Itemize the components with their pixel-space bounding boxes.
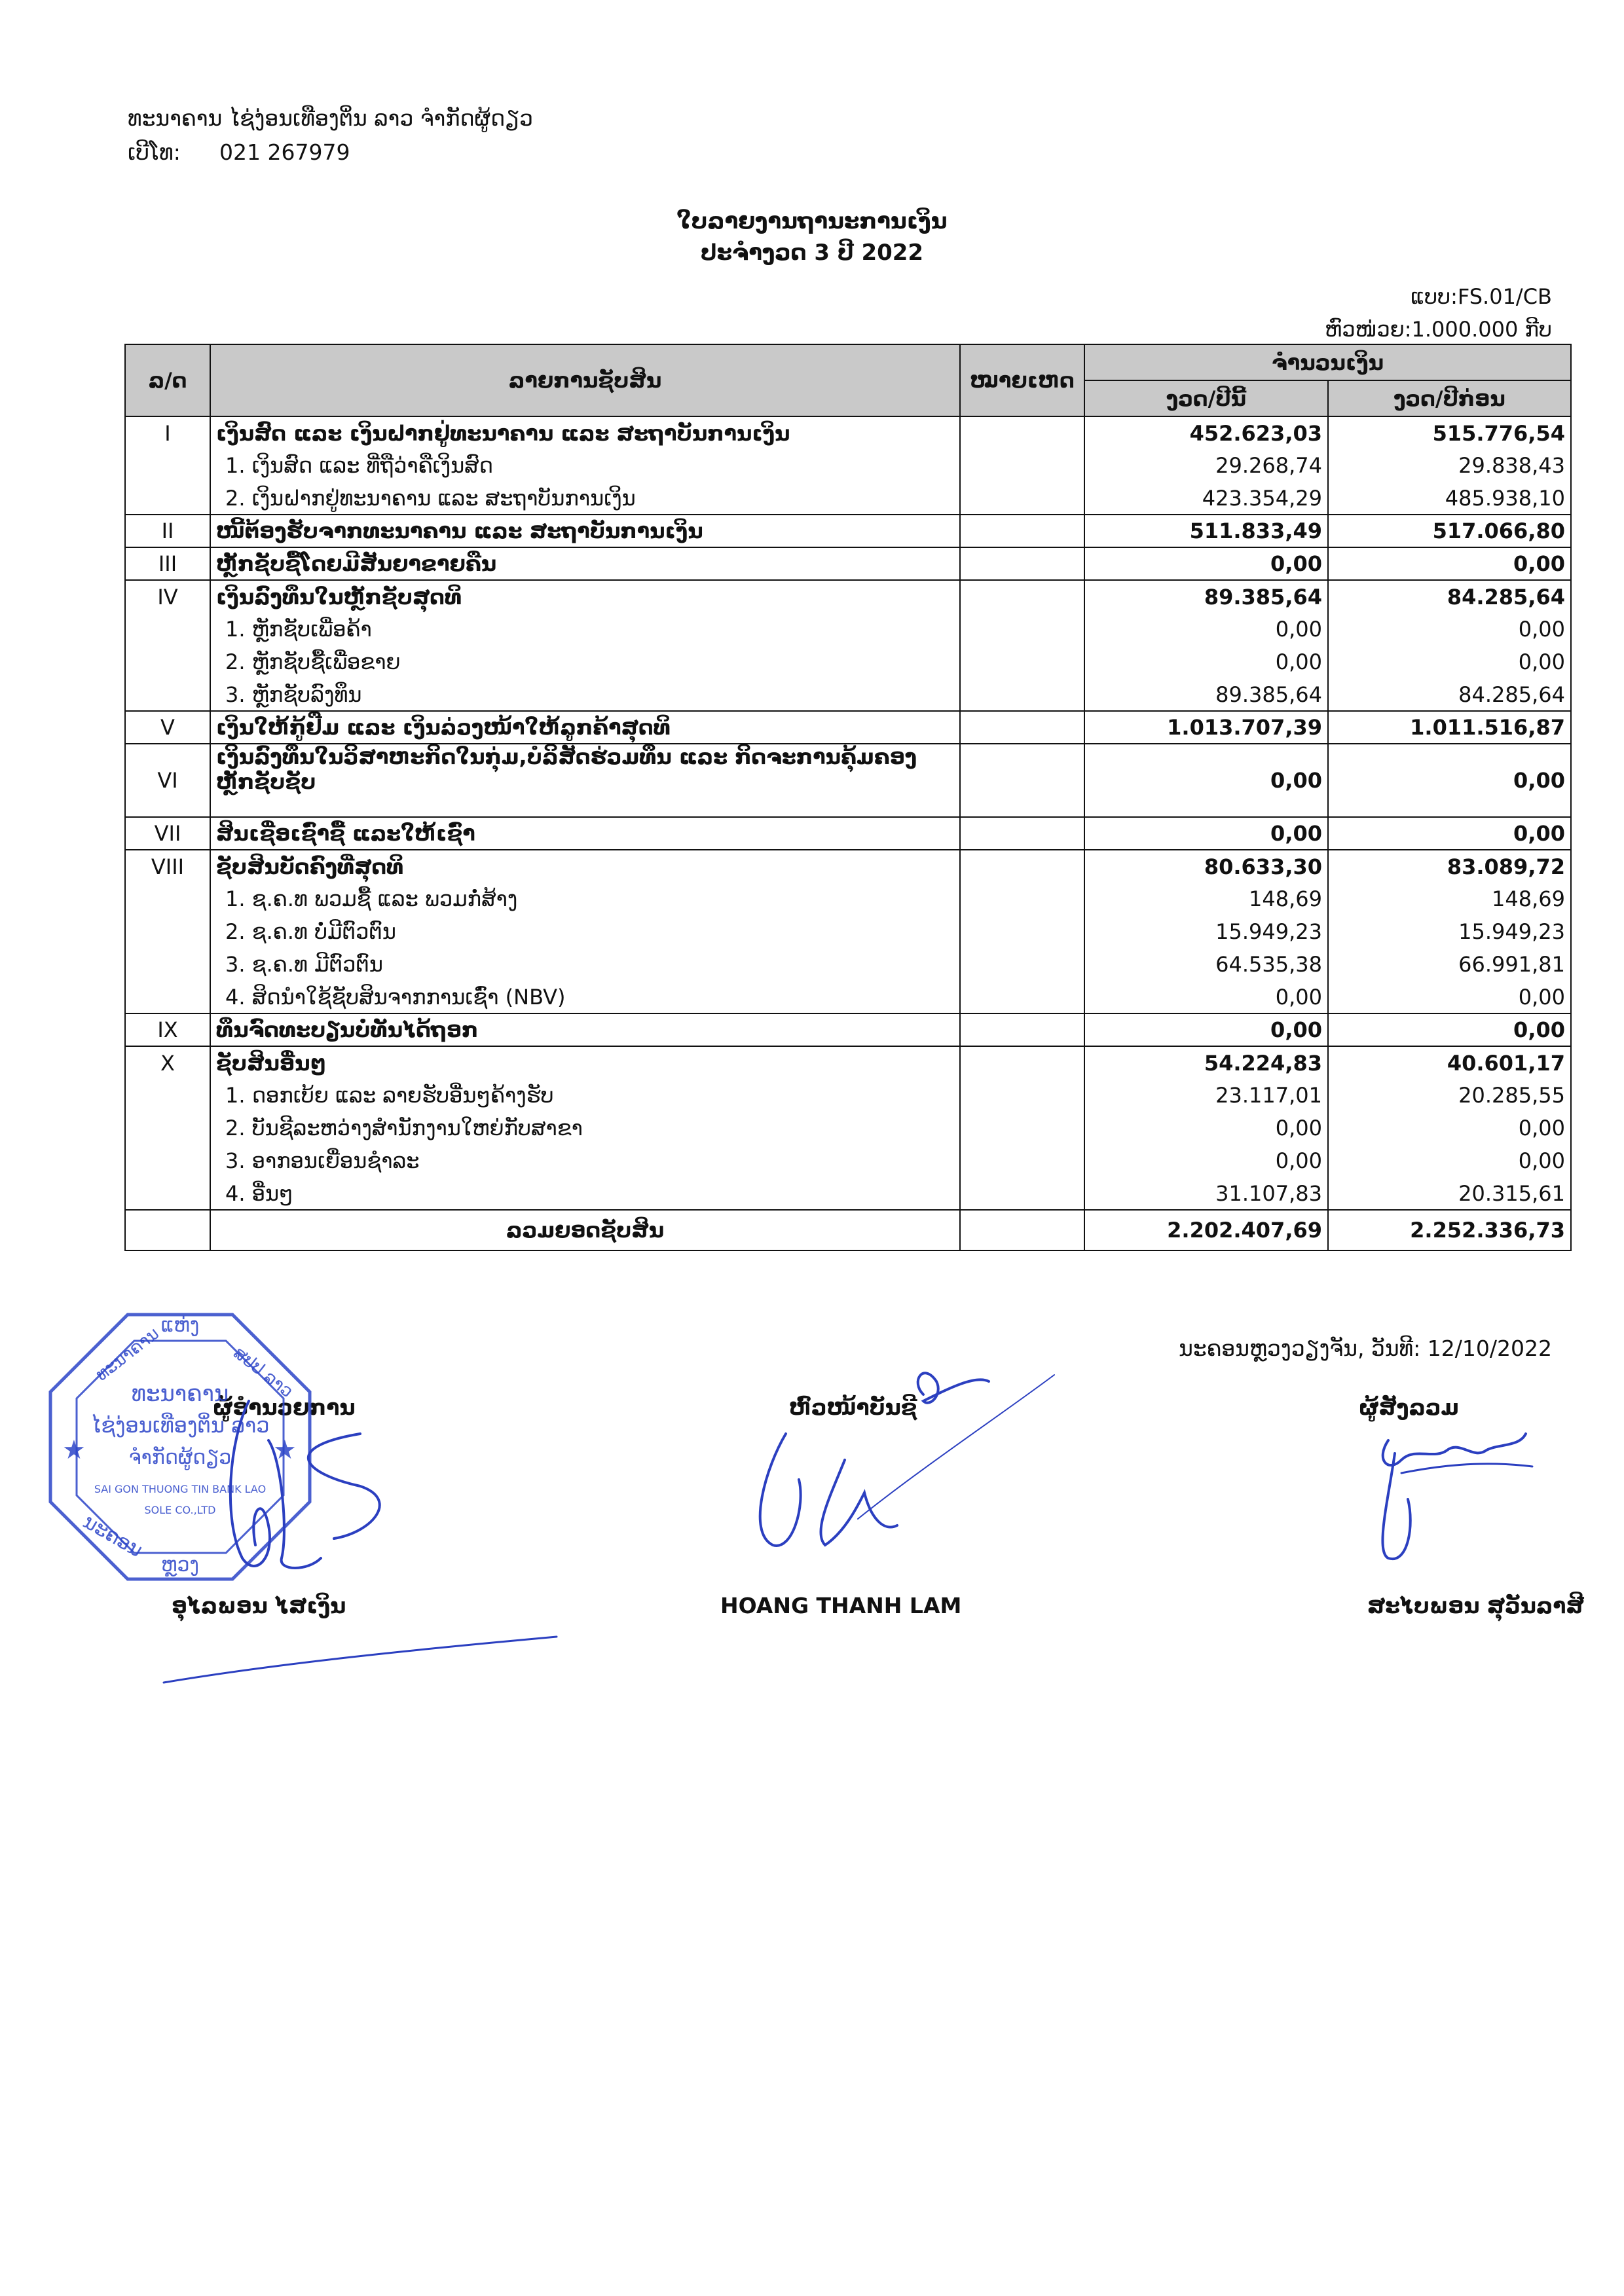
row-prior: 0,00 — [1328, 1112, 1571, 1144]
sub-item-row — [125, 948, 1571, 981]
row-no: IV — [125, 580, 210, 613]
row-item: ເງິນສົດ ແລະ ເງິນຝາກຢູ່ທະນາຄານ ແລະ ສະຖາບັນການເງິນ — [210, 416, 960, 449]
row-current: 15.949,23 — [1084, 915, 1328, 948]
director-title: ຜູ້ອຳນວຍການ — [213, 1394, 356, 1420]
row-prior: 0,00 — [1328, 1013, 1571, 1046]
col-header-note: ໝາຍເຫດ — [960, 344, 1084, 416]
stamp-line-1: ທະນາຄານ — [131, 1381, 229, 1407]
row-current: 80.633,30 — [1084, 850, 1328, 883]
row-prior: 84.285,64 — [1328, 580, 1571, 613]
row-current: 423.354,29 — [1084, 482, 1328, 515]
row-prior: 517.066,80 — [1328, 515, 1571, 547]
row-item: 3. ຫຼັກຊັບລົງທຶນ — [210, 678, 960, 711]
row-note — [960, 580, 1084, 613]
row-no — [125, 449, 210, 482]
sub-item-row — [125, 449, 1571, 482]
sub-item-row — [125, 613, 1571, 646]
row-item: ໜີ້ຕ້ອງຮັບຈາກທະນາຄານ ແລະ ສະຖາບັນການເງິນ — [210, 515, 960, 547]
compiler-title: ຜູ້ສັງລວມ — [1359, 1394, 1459, 1420]
row-current: 64.535,38 — [1084, 948, 1328, 981]
row-note — [960, 981, 1084, 1013]
col-header-amount: ຈຳນວນເງິນ — [1084, 344, 1571, 380]
stamp-line-3: ຈຳກັດຜູ້ດຽວ — [128, 1446, 232, 1469]
section-row — [125, 850, 1571, 883]
stamp-text-bottomleft: ນະຄອນ — [79, 1510, 147, 1562]
section-row — [125, 416, 1571, 449]
row-no — [125, 948, 210, 981]
bank-header — [128, 101, 533, 170]
row-note — [960, 948, 1084, 981]
row-item: 3. ຊ.ຄ.ທ ມີຕົວຕົນ — [210, 948, 960, 981]
stamp-line-5: SOLE CO.,LTD — [144, 1504, 216, 1516]
row-note — [960, 711, 1084, 744]
sub-item-row — [125, 1079, 1571, 1112]
row-current: 0,00 — [1084, 981, 1328, 1013]
row-no: IX — [125, 1013, 210, 1046]
row-current: 89.385,64 — [1084, 678, 1328, 711]
row-current: 0,00 — [1084, 744, 1328, 817]
row-note — [960, 515, 1084, 547]
row-prior: 148,69 — [1328, 883, 1571, 915]
row-prior: 0,00 — [1328, 1144, 1571, 1177]
sub-item-row — [125, 678, 1571, 711]
place-date: ນະຄອນຫຼວງວຽງຈັນ, ວັນທີ: 12/10/2022 — [1179, 1336, 1552, 1361]
col-header-prior: ງວດ/ປີກ່ອນ — [1328, 380, 1571, 416]
row-prior: 66.991,81 — [1328, 948, 1571, 981]
row-no — [125, 883, 210, 915]
row-note — [960, 744, 1084, 817]
row-no — [125, 482, 210, 515]
row-note — [960, 1046, 1084, 1079]
row-no — [125, 1079, 210, 1112]
row-item: 1. ດອກເບ້ຍ ແລະ ລາຍຮັບອື່ນໆຄ້າງຮັບ — [210, 1079, 960, 1112]
row-current: 0,00 — [1084, 613, 1328, 646]
sub-item-row — [125, 1177, 1571, 1210]
row-current: 148,69 — [1084, 883, 1328, 915]
row-prior: 0,00 — [1328, 547, 1571, 580]
row-no — [125, 1177, 210, 1210]
row-current: 0,00 — [1084, 646, 1328, 678]
total-note — [960, 1210, 1084, 1250]
row-no: VI — [125, 744, 210, 817]
row-prior: 485.938,10 — [1328, 482, 1571, 515]
row-no — [125, 1144, 210, 1177]
row-note — [960, 915, 1084, 948]
row-current: 0,00 — [1084, 1144, 1328, 1177]
row-current: 54.224,83 — [1084, 1046, 1328, 1079]
row-item: 3. ອາກອນເຍື່ອນຊຳລະ — [210, 1144, 960, 1177]
row-prior: 0,00 — [1328, 646, 1571, 678]
sub-item-row — [125, 981, 1571, 1013]
chief-accountant-signature-icon — [727, 1336, 1067, 1584]
sub-item-row — [125, 482, 1571, 515]
unit-label: ຫົວໜ່ວຍ:1.000.000 ກີບ — [1325, 317, 1552, 342]
sub-item-row — [125, 1112, 1571, 1144]
section-row — [125, 744, 1571, 817]
total-no — [125, 1210, 210, 1250]
row-note — [960, 883, 1084, 915]
form-code-block — [1325, 280, 1552, 346]
total-current: 2.202.407,69 — [1084, 1210, 1328, 1250]
section-row — [125, 711, 1571, 744]
chief-accountant-name: HOANG THANH LAM — [720, 1593, 962, 1618]
row-current: 0,00 — [1084, 1013, 1328, 1046]
row-prior: 1.011.516,87 — [1328, 711, 1571, 744]
row-no — [125, 981, 210, 1013]
row-prior: 20.315,61 — [1328, 1177, 1571, 1210]
row-no — [125, 646, 210, 678]
row-current: 511.833,49 — [1084, 515, 1328, 547]
report-title: ໃບລາຍງານຖານະການເງິນ — [676, 208, 948, 234]
bank-phone — [128, 136, 533, 170]
chief-accountant-title: ຫົວໜ້າບັນຊີ — [789, 1394, 917, 1420]
col-header-current: ງວດ/ປີນີ້ — [1084, 380, 1328, 416]
stamp-text-topright: ສປປ ລາວ — [229, 1343, 297, 1402]
row-prior: 20.285,55 — [1328, 1079, 1571, 1112]
director-name: ອຸໄລພອນ ໄສເງິນ — [172, 1593, 346, 1618]
row-item: 4. ອື່ນໆ — [210, 1177, 960, 1210]
row-no — [125, 1112, 210, 1144]
form-code: ແບບ:FS.01/CB — [1411, 284, 1552, 309]
row-current: 89.385,64 — [1084, 580, 1328, 613]
section-row — [125, 817, 1571, 850]
row-no: II — [125, 515, 210, 547]
total-prior: 2.252.336,73 — [1328, 1210, 1571, 1250]
section-row — [125, 547, 1571, 580]
row-prior: 15.949,23 — [1328, 915, 1571, 948]
row-prior: 0,00 — [1328, 817, 1571, 850]
row-prior: 515.776,54 — [1328, 416, 1571, 449]
row-current: 0,00 — [1084, 1112, 1328, 1144]
row-no — [125, 678, 210, 711]
row-note — [960, 1079, 1084, 1112]
phone-value: 021 267979 — [219, 139, 350, 165]
row-item: ເງິນລົງທຶນໃນຫຼັກຊັບສຸດທິ — [210, 580, 960, 613]
row-item: 1. ຫຼັກຊັບເພື່ອຄ້າ — [210, 613, 960, 646]
row-current: 452.623,03 — [1084, 416, 1328, 449]
row-item: 2. ບັນຊີລະຫວ່າງສຳນັກງານໃຫຍ່ກັບສາຂາ — [210, 1112, 960, 1144]
row-item: 4. ສິດນຳໃຊ້ຊັບສິນຈາກການເຊົ່າ (NBV) — [210, 981, 960, 1013]
row-note — [960, 817, 1084, 850]
stamp-star-right-icon: ★ — [273, 1435, 297, 1465]
row-note — [960, 1112, 1084, 1144]
row-no: III — [125, 547, 210, 580]
row-prior: 29.838,43 — [1328, 449, 1571, 482]
stamp-line-2: ໄຊ່ງ່ອນເທືອງຕິ່ນ ລາວ — [90, 1413, 270, 1438]
director-signature-icon — [151, 1362, 570, 1689]
stamp-star-left-icon: ★ — [62, 1435, 86, 1465]
row-no: VII — [125, 817, 210, 850]
row-note — [960, 1013, 1084, 1046]
row-current: 23.117,01 — [1084, 1079, 1328, 1112]
row-item: ເງິນໃຫ້ກູ້ຢືມ ແລະ ເງິນລ່ວງໜ້າໃຫ້ລູກຄ້າສຸດທິ — [210, 711, 960, 744]
sub-item-row — [125, 1144, 1571, 1177]
compiler-signature-icon — [1362, 1421, 1578, 1591]
row-item: ສິນເຊື່ອເຊົ່າຊື້ ແລະໃຫ້ເຊົ່າ — [210, 817, 960, 850]
sub-item-row — [125, 646, 1571, 678]
sub-item-row — [125, 915, 1571, 948]
row-item: ເງິນລົງທຶນໃນວິສາຫະກິດໃນກຸ່ມ,ບໍລິສັດຮ່ວມທຶນ ແລະ ກິດຈະການຄຸ້ມຄອງຫຼັກຊັບຊັບ — [210, 744, 960, 817]
stamp-text-top: ແຫ່ງ — [160, 1314, 200, 1337]
row-current: 0,00 — [1084, 547, 1328, 580]
stamp-text-bottom: ຫຼວງ — [160, 1554, 200, 1576]
row-current: 29.268,74 — [1084, 449, 1328, 482]
table-body — [125, 416, 1571, 1210]
report-period: ປະຈຳງວດ 3 ປີ 2022 — [700, 240, 924, 266]
row-item: ທຶນຈົດທະບຽນບໍ່ທັນໄດ້ຖອກ — [210, 1013, 960, 1046]
row-prior: 40.601,17 — [1328, 1046, 1571, 1079]
row-no — [125, 915, 210, 948]
row-note — [960, 613, 1084, 646]
row-item: 1. ເງິນສົດ ແລະ ທີ່ຖືວ່າຄືເງິນສົດ — [210, 449, 960, 482]
stamp-line-4: SAI GON THUONG TIN BANK LAO — [94, 1483, 267, 1495]
compiler-name: ສະໄບພອນ ສຸວັນລາສີ — [1367, 1593, 1584, 1618]
row-item: ຊັບສິນອື່ນໆ — [210, 1046, 960, 1079]
row-item: 2. ເງິນຝາກຢູ່ທະນາຄານ ແລະ ສະຖາບັນການເງິນ — [210, 482, 960, 515]
col-header-no: ລ/ດ — [125, 344, 210, 416]
row-no — [125, 613, 210, 646]
row-note — [960, 850, 1084, 883]
section-row — [125, 515, 1571, 547]
row-no: X — [125, 1046, 210, 1079]
phone-label: ເບີໂທ: — [128, 139, 181, 165]
row-item: 2. ຫຼັກຊັບຊື້ເພື່ອຂາຍ — [210, 646, 960, 678]
row-current: 31.107,83 — [1084, 1177, 1328, 1210]
section-row — [125, 1013, 1571, 1046]
row-prior: 84.285,64 — [1328, 678, 1571, 711]
total-row — [125, 1210, 1571, 1250]
section-row — [125, 580, 1571, 613]
row-note — [960, 482, 1084, 515]
col-header-item: ລາຍການຊັບສິນ — [210, 344, 960, 416]
row-prior: 0,00 — [1328, 613, 1571, 646]
row-item: ຊັບສິນບັດຄົງທີ່ສຸດທິ — [210, 850, 960, 883]
row-no: VIII — [125, 850, 210, 883]
row-prior: 83.089,72 — [1328, 850, 1571, 883]
row-current: 0,00 — [1084, 817, 1328, 850]
row-note — [960, 1177, 1084, 1210]
row-prior: 0,00 — [1328, 744, 1571, 817]
sub-item-row — [125, 883, 1571, 915]
stamp-text-topleft: ທະນາຄານ — [92, 1323, 163, 1385]
row-prior: 0,00 — [1328, 981, 1571, 1013]
total-label: ລວມຍອດຊັບສິນ — [210, 1210, 960, 1250]
row-note — [960, 449, 1084, 482]
row-note — [960, 547, 1084, 580]
balance-sheet-table — [124, 344, 1572, 1251]
bank-name: ທະນາຄານ ໄຊ່ງ່ອນເທືອງຕິ່ນ ລາວ ຈຳກັດຜູ້ດຽວ — [128, 105, 533, 131]
row-item: ຫຼັກຊັບຊື້ໂດຍມີສັນຍາຂາຍຄືນ — [210, 547, 960, 580]
row-note — [960, 416, 1084, 449]
row-note — [960, 1144, 1084, 1177]
row-note — [960, 678, 1084, 711]
row-item: 1. ຊ.ຄ.ທ ພວມຊື້ ແລະ ພວມກໍ່ສ້າງ — [210, 883, 960, 915]
row-note — [960, 646, 1084, 678]
row-item: 2. ຊ.ຄ.ທ ບໍ່ມີຕົວຕົນ — [210, 915, 960, 948]
section-row — [125, 1046, 1571, 1079]
row-no: V — [125, 711, 210, 744]
row-current: 1.013.707,39 — [1084, 711, 1328, 744]
row-no: I — [125, 416, 210, 449]
